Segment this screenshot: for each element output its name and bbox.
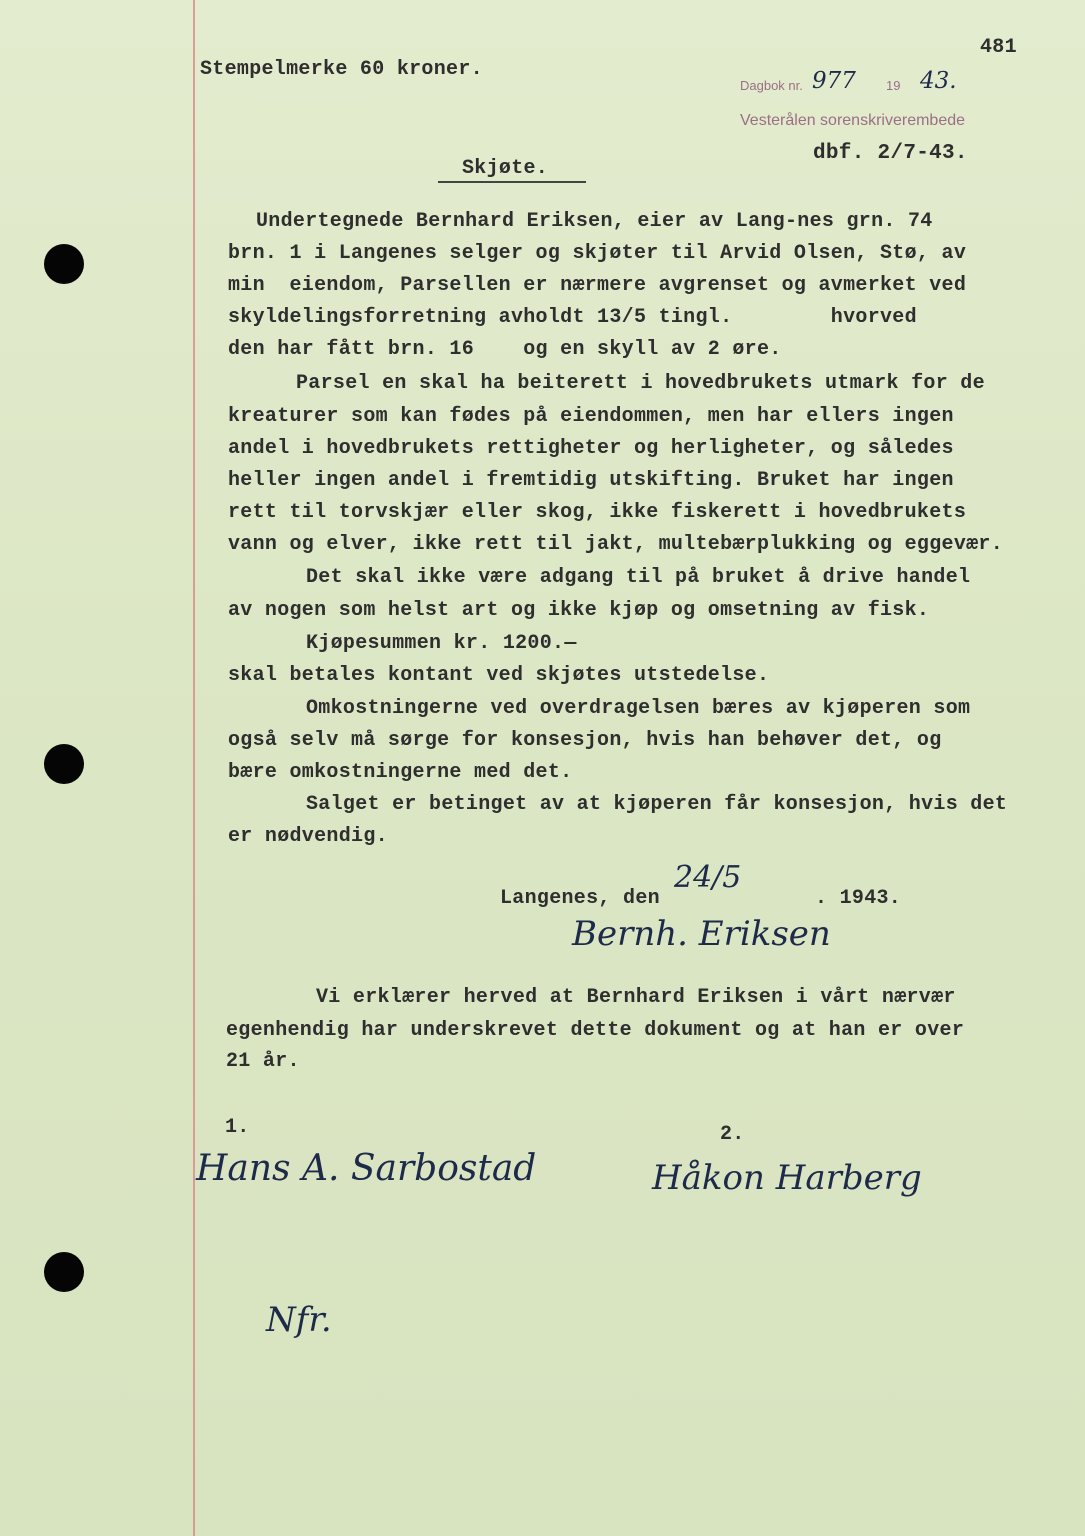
attestation-line: Vi erklærer herved at Bernhard Eriksen i vårt nærvær (316, 986, 956, 1009)
body-line: min eiendom, Parsellen er nærmere avgrenset og avmerket ved (228, 274, 967, 297)
body-line: Omkostningerne ved overdragelsen bæres av kjøperen som (306, 697, 971, 720)
signature-place: Langenes, den (500, 887, 660, 910)
body-line: skal betales kontant ved skjøtes utstedelse. (228, 664, 770, 687)
office-name: Vesterålen sorenskriverembede (740, 112, 966, 129)
body-line: vann og elver, ikke rett til jakt, multebærplukking og eggevær. (228, 533, 1004, 556)
witness-signature-1: Hans A. Sarbostad (196, 1148, 537, 1189)
signature-date: 24/5 (674, 860, 742, 895)
margin-rule (193, 0, 195, 1536)
body-line: bære omkostningerne med det. (228, 761, 573, 784)
body-line: Salget er betinget av at kjøperen får konsesjon, hvis det (306, 793, 1008, 816)
punch-hole (44, 744, 84, 784)
body-line: er nødvendig. (228, 825, 388, 848)
body-line: Undertegnede Bernhard Eriksen, eier av Lang-nes grn. 74 (256, 210, 933, 233)
body-line: den har fått brn. 16 og en skyll av 2 øre. (228, 338, 782, 361)
body-line: Kjøpesummen kr. 1200.— (306, 632, 577, 655)
body-line: andel i hovedbrukets rettigheter og herligheter, og således (228, 437, 954, 460)
stamp-duty-note: Stempelmerke 60 kroner. (200, 58, 483, 81)
diary-label: Dagbok nr. (740, 78, 803, 93)
punch-hole (44, 1252, 84, 1292)
body-line: heller ingen andel i fremtidig utskifting. Bruket har ingen (228, 469, 954, 492)
attestation-line: egenhendig har underskrevet dette dokument og at han er over (226, 1019, 965, 1042)
witness-label-1: 1. (225, 1116, 250, 1139)
body-line: Parsel en skal ha beiterett i hovedbrukets utmark for de (296, 372, 985, 395)
witness-signature-2: Håkon Harberg (652, 1158, 922, 1198)
page-number: 481 (980, 36, 1017, 59)
signature-year: . 1943. (815, 887, 902, 910)
body-line: brn. 1 i Langenes selger og skjøter til Arvid Olsen, Stø, av (228, 242, 967, 265)
diary-year: 43. (920, 68, 957, 94)
body-line: skyldelingsforretning avholdt 13/5 tingl. hvorved (228, 306, 917, 329)
body-line: av nogen som helst art og ikke kjøp og omsetning av fisk. (228, 599, 930, 622)
diary-year-prefix: 19 (886, 78, 901, 93)
document-title: Skjøte. (462, 157, 549, 180)
title-underline (438, 181, 586, 183)
clerk-initials: Nfr. (266, 1300, 332, 1340)
punch-hole (44, 244, 84, 284)
diary-number: 977 (812, 68, 856, 94)
body-line: rett til torvskjær eller skog, ikke fiskerett i hovedbrukets (228, 501, 967, 524)
body-line: kreaturer som kan fødes på eiendommen, men har ellers ingen (228, 405, 954, 428)
dbf-reference: dbf. 2/7-43. (813, 142, 968, 165)
seller-signature: Bernh. Eriksen (572, 914, 831, 954)
attestation-line: 21 år. (226, 1050, 300, 1073)
body-line: Det skal ikke være adgang til på bruket å drive handel (306, 566, 971, 589)
witness-label-2: 2. (720, 1123, 745, 1146)
body-line: også selv må sørge for konsesjon, hvis han behøver det, og (228, 729, 942, 752)
